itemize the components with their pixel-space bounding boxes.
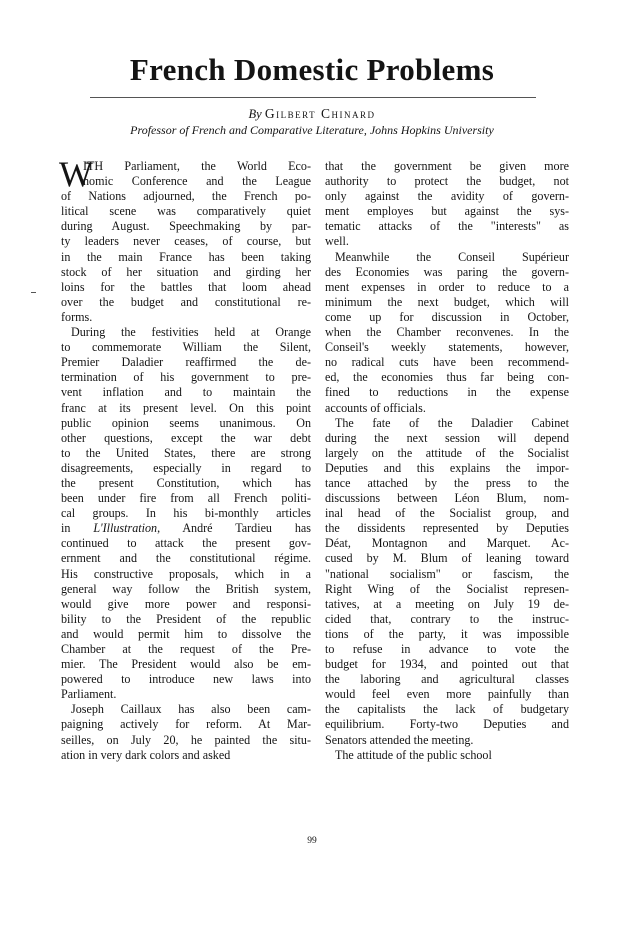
text-line: paigning actively for reform. At Mar-: [61, 717, 311, 732]
text-line: when the Chamber reconvenes. In the: [325, 325, 569, 340]
text-line: public opinion seems unanimous. On: [61, 415, 311, 430]
text-line: in L'Illustration, André Tardieu has: [61, 521, 311, 536]
text-line: ernment and the constitutional régime.: [61, 551, 311, 566]
text-line: nomic Conference and the League: [83, 174, 311, 189]
text-line: would give more power and responsi-: [61, 596, 311, 611]
periodical-title: L'Illustration: [93, 521, 158, 536]
text-line: ty leaders never ceases, of course, but: [61, 234, 311, 249]
text-line: cided that, contrary to the instruc-: [325, 611, 569, 626]
text-line: to the United States, there are strong: [61, 445, 311, 460]
text-line: bility to the President of the republic: [61, 611, 311, 626]
text-line: largely on the attitude of the Socialist: [325, 445, 569, 460]
text-line: well.: [325, 234, 349, 249]
text-line: to commemorate William the Silent,: [61, 340, 311, 355]
text-line: tatives, at a meeting on July 19 de-: [325, 596, 569, 611]
text-line: that the government be given more: [325, 159, 569, 173]
text-line: powered to introduce new laws into: [61, 672, 311, 687]
author-name: Gilbert Chinard: [264, 106, 376, 121]
text-line: Deputies and this explains the impor-: [325, 460, 569, 475]
text-line: disagreements, especially in regard to: [61, 460, 311, 475]
text-line: Conseil's weekly statements, however,: [325, 340, 569, 355]
text-line: the present Constitution, which has: [61, 475, 311, 490]
text-line: loins for the battles that loom ahead: [61, 279, 311, 294]
text-line: in the main France has been taking: [61, 249, 311, 264]
text-line: the capitalists the lack of budgetary: [325, 702, 569, 717]
margin-mark: [31, 292, 36, 293]
text-line: would feel even more painfully than: [325, 687, 569, 702]
text-line: equilibrium. Forty-two Deputies and: [325, 717, 569, 732]
text-line: ment employes but against the sys-: [325, 204, 569, 219]
text-line: tions of the party, it was impossible: [325, 626, 569, 641]
text-line: to refuse in advance to vote the: [325, 642, 569, 656]
text-line: tematic attacks of the "interests" as: [325, 219, 569, 234]
text-line: during August. Speechmaking by par-: [61, 219, 311, 234]
text-line: Meanwhile the Conseil Supérieur: [335, 249, 569, 264]
text-line: minimum the next budget, which will: [325, 294, 569, 309]
text-line: franc at its present level. On this point: [61, 400, 311, 415]
text-line: Premier Daladier reaffirmed the de-: [61, 355, 311, 370]
text-line: mier. The President would also be em-: [61, 657, 311, 672]
author-affiliation: Professor of French and Comparative Literature, Johns Hopkins University: [130, 123, 494, 137]
text-line: no radical cuts have been recommend-: [325, 355, 569, 370]
text-line: Déat, Montagnon and Marquet. Ac-: [325, 536, 569, 551]
text-line: of Nations adjourned, the French po-: [61, 189, 311, 204]
text-line: ed, the economies thus far being con-: [325, 370, 569, 385]
text-line: litical scene was comparatively quiet: [61, 204, 311, 219]
text-line: Parliament.: [61, 687, 117, 702]
text-line: ment expenses in order to reduce to a: [325, 279, 569, 294]
text-line: During the festivities held at Orange: [71, 325, 311, 340]
text-line: His constructive proposals, which in a: [61, 566, 311, 581]
text-line: vent inflation and to maintain the: [61, 385, 311, 400]
text-line: fined to reductions in the expense: [325, 385, 569, 400]
text-line: stock of her situation and girding her: [61, 264, 311, 279]
text-line: forms.: [61, 309, 93, 324]
text-line: continued to attack the present gov-: [61, 536, 311, 551]
text-line: Senators attended the meeting.: [325, 732, 474, 747]
text-line: come up for discussion in October,: [325, 309, 569, 324]
drop-cap: W: [59, 154, 93, 194]
text-line: cused by M. Blum of leaning toward: [325, 551, 569, 566]
text-line: other questions, except the war debt: [61, 430, 311, 445]
text-line: The fate of the Daladier Cabinet: [335, 415, 569, 430]
text-line: The attitude of the public school: [335, 747, 492, 762]
text-line: been under fire from all French politi-: [61, 491, 311, 506]
text-line: termination of his government to pre-: [61, 370, 311, 385]
text-line: inal head of the Socialist group, and: [325, 506, 569, 521]
text-line: accounts of officials.: [325, 400, 426, 415]
page-number: 99: [307, 836, 317, 846]
text-line: ITH Parliament, the World Eco-: [83, 159, 311, 173]
text-line: ation in very dark colors and asked: [61, 747, 231, 762]
article-title: French Domestic Problems: [129, 52, 495, 87]
text-line: and would permit him to dissolve the: [61, 626, 311, 641]
text-line: tance attached by the press to the: [325, 475, 569, 490]
text-line: Joseph Caillaux has also been cam-: [71, 702, 311, 717]
text-line: the laboring and agricultural classes: [325, 672, 569, 687]
title-rule: [90, 97, 536, 98]
text-line: only against the avidity of govern-: [325, 189, 569, 204]
text-line: the dissidents represented by Deputies: [325, 521, 569, 536]
text-line: budget for 1934, and pointed out that: [325, 657, 569, 672]
byline: [0, 106, 624, 122]
text-line: discussions between Léon Blum, nom-: [325, 491, 569, 506]
right-column: [325, 159, 569, 763]
text-line: general way follow the British system,: [61, 581, 311, 596]
text-line: "national socialism" or fascism, the: [325, 566, 569, 581]
text-line: during the next session will depend: [325, 430, 569, 445]
left-column: [59, 154, 311, 763]
byline-prefix: By: [248, 107, 262, 121]
text-line: Chamber at the request of the Pre-: [61, 642, 311, 656]
text-line: seilles, on July 20, he painted the situ-: [61, 732, 311, 747]
text-line: cal groups. In his bi-monthly articles: [61, 506, 311, 521]
text-line: authority to protect the budget, not: [325, 174, 569, 189]
text-line: Right Wing of the Socialist represen-: [325, 581, 569, 596]
text-line: over the budget and constitutional re-: [61, 294, 311, 309]
text-line: des Economies was paring the govern-: [325, 264, 569, 279]
